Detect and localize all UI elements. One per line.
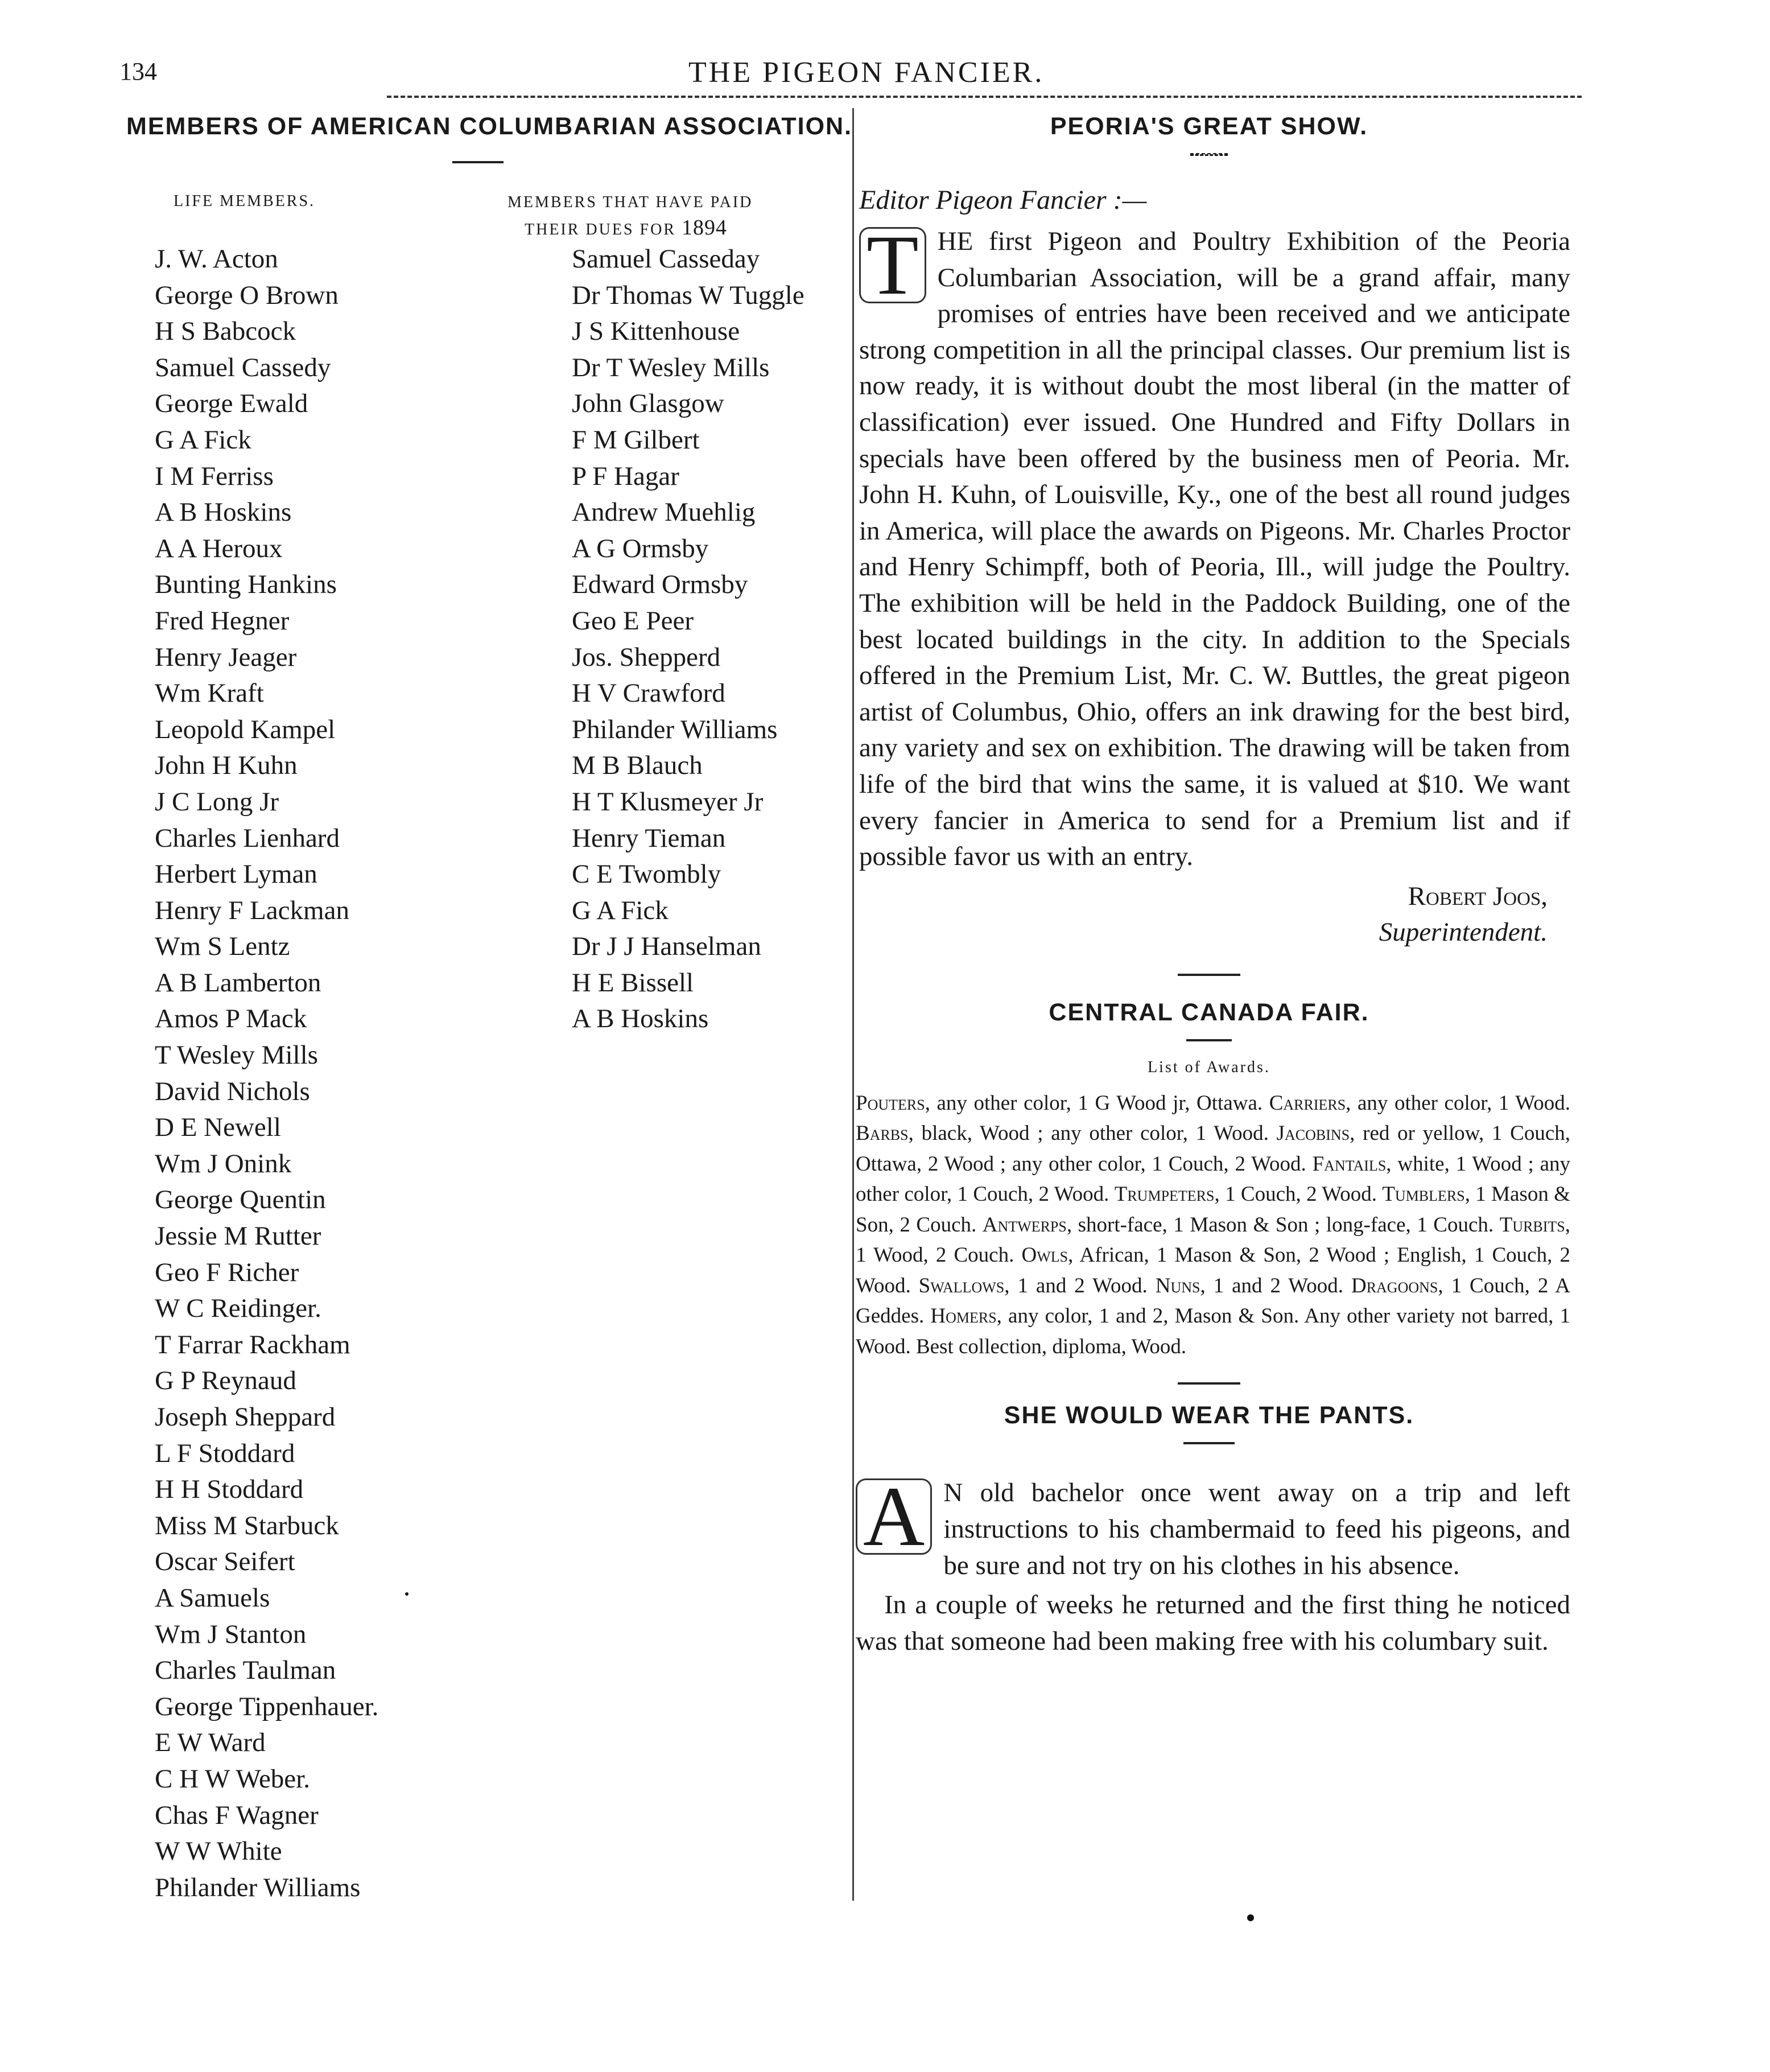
award-breed: Owls, (1021, 1243, 1074, 1267)
members-heading: MEMBERS OF AMERICAN COLUMBARIAN ASSOCIATION. (126, 113, 853, 140)
award-text: white, 1 Wood ; any other color, 1 Couch, 2 Wood. (856, 1152, 1571, 1206)
life-member-name: I M Ferriss (155, 461, 274, 491)
awards-list (836, 1088, 1582, 1362)
life-member-name: Wm S Lentz (155, 932, 290, 962)
paid-member-name: Dr Thomas W Tuggle (572, 280, 804, 310)
life-member-name: Bunting Hankins (155, 570, 337, 600)
peoria-body (859, 218, 1570, 875)
paid-member-name: Henry Tieman (572, 823, 726, 853)
life-member-name: Wm Kraft (155, 678, 264, 708)
paid-member-name: H E Bissell (572, 967, 694, 998)
paid-member-name: Philander Williams (572, 714, 778, 744)
paid-member-name: J S Kittenhouse (572, 316, 740, 347)
award-text: 1 Wood, 2 Couch. (856, 1243, 1022, 1267)
paid-heading-year: 1894 (682, 216, 728, 240)
peoria-signature: Robert Joos, (1408, 881, 1548, 911)
life-member-name: A A Heroux (155, 533, 283, 563)
pants-para-2: In a couple of weeks he returned and the first thing he noticed was that someone had been making free with his columbary suit. (856, 1590, 1570, 1656)
life-member-name: David Nichols (155, 1076, 310, 1106)
section-divider-1 (1178, 974, 1240, 976)
paid-heading-line1: MEMBERS THAT HAVE PAID (508, 193, 753, 211)
life-member-name: George O Brown (155, 280, 339, 310)
end-dot (1247, 1914, 1254, 1921)
peoria-title: PEORIA'S GREAT SHOW. (1050, 113, 1368, 140)
members-heading-rule (452, 161, 504, 163)
life-member-name: T Farrar Rackham (155, 1329, 350, 1360)
life-member-name: T Wesley Mills (155, 1040, 318, 1070)
paid-member-name: Samuel Casseday (572, 244, 760, 274)
award-text: 1 and 2 Wood. (1205, 1274, 1351, 1297)
paid-member-name: Dr T Wesley Mills (572, 352, 770, 382)
paid-members-list (572, 241, 804, 1037)
canada-title: CENTRAL CANADA FAIR. (1049, 998, 1369, 1026)
life-member-name: H H Stoddard (155, 1474, 304, 1505)
life-member-name: W C Reidinger. (155, 1294, 321, 1324)
peoria-salutation: Editor Pigeon Fancier :— (859, 185, 1147, 215)
section-divider-2 (1178, 1382, 1240, 1385)
paid-member-name: C E Twombly (572, 859, 721, 889)
peoria-body-text: HE first Pigeon and Poultry Exhibition of the Peoria Columbarian Association, will be a grand affair, many promises of entries have been received and we anticipate strong competition in all the principal classes. Our premium list is now ready, it is without doubt the most liberal (in the matter of classification) ever issued. One Hundred and Fifty Dollars in specials have been offered by the business men of Peoria. Mr. John H. Kuhn, of Louisville, Ky., one of the best all round judges in America, will place the awards on Pigeons. Mr. Charles Proctor and Henry Schimpff, both of Peoria, Ill., will judge the Poultry. The exhibition will be held in the Paddock Building, one of the best located buildings in the city. In addition to the Specials offered in the Premium List, Mr. C. W. Buttles, the great pigeon artist of Columbus, Ohio, offers an ink drawing for the best bird, any variety and sex on exhibition. The drawing will be taken from life of the bird that wins the same, it is valued at $10. We want every fancier in America to send for a Premium list and if possible favor us with an entry. (859, 226, 1570, 872)
paid-member-name: A G Ormsby (572, 533, 709, 563)
award-breed: Antwerps, (982, 1213, 1072, 1237)
life-member-name: Charles Lienhard (155, 823, 340, 853)
life-member-name: D E Newell (155, 1113, 281, 1143)
life-member-name: J. W. Acton (155, 244, 278, 274)
life-member-name: Henry F Lackman (155, 895, 349, 925)
peoria-dropcap: T (859, 227, 926, 303)
paid-member-name: Edward Ormsby (572, 570, 748, 600)
life-member-name: A Samuels (155, 1583, 270, 1613)
life-member-name: Wm J Stanton (155, 1619, 307, 1649)
life-member-name: H S Babcock (155, 316, 296, 347)
life-member-name: Samuel Cassedy (155, 352, 331, 382)
page-number: 134 (119, 57, 157, 85)
award-breed: Turbits, (1499, 1213, 1570, 1237)
canada-title-rule (1186, 1039, 1232, 1041)
award-breed: Jacobins, (1276, 1122, 1355, 1146)
award-text: short-face, 1 Mason & Son ; long-face, 1 Couch. (1072, 1213, 1500, 1237)
canada-subtitle: List of Awards. (1148, 1058, 1270, 1076)
pants-para-1 (856, 1469, 1570, 1584)
pants-article (836, 1444, 1582, 1659)
paid-member-name: M B Blauch (572, 751, 703, 781)
life-member-name: Joseph Sheppard (155, 1402, 336, 1432)
award-text: any other color, 1 G Wood jr, Ottawa. (930, 1091, 1269, 1115)
paid-heading-line2: THEIR DUES FOR 1894 (525, 216, 728, 240)
paid-member-name: Dr J J Hanselman (572, 932, 761, 962)
award-text: any color, 1 and 2, Mason & Son. (1001, 1304, 1305, 1328)
life-member-name: Leopold Kampel (155, 714, 336, 744)
award-breed: Homers, (930, 1304, 1002, 1328)
award-text: 1 Couch, 2 A Geddes. (856, 1274, 1570, 1328)
life-member-name: Geo F Richer (155, 1257, 299, 1287)
award-text: red or yellow, 1 Couch, Ottawa, 2 Wood ; any other color, 1 Couch, 2 Wood. (856, 1122, 1570, 1176)
award-text: African, 1 Mason & Son, 2 Wood ; English, 1 Couch, 2 Wood. (856, 1243, 1570, 1297)
paid-member-name: Andrew Muehlig (572, 497, 756, 528)
award-breed: Swallows, (918, 1274, 1010, 1297)
life-member-name: Amos P Mack (155, 1004, 307, 1034)
right-column (836, 108, 1582, 1659)
award-breed: Barbs, (856, 1122, 914, 1146)
award-text: Any other variety not barred, 1 Wood. Best collection, diploma, Wood. (856, 1304, 1570, 1358)
life-member-name: John H Kuhn (155, 751, 298, 781)
pants-para-1-text: N old bachelor once went away on a trip and left instructions to his chambermaid to feed his pigeons, and be sure and not try on his clothes in his absence. (943, 1478, 1570, 1580)
award-text: 1 and 2 Wood. (1009, 1274, 1156, 1297)
peoria-article (836, 156, 1582, 951)
life-member-name: G P Reynaud (155, 1366, 296, 1396)
life-member-name: Oscar Seifert (155, 1547, 295, 1577)
paid-member-name: F M Gilbert (572, 425, 700, 455)
life-member-name: A B Hoskins (155, 497, 292, 528)
life-member-name: E W Ward (155, 1728, 266, 1758)
award-breed: Fantails, (1312, 1152, 1392, 1176)
paid-member-name: P F Hagar (572, 461, 679, 491)
life-member-name: George Tippenhauer. (155, 1691, 379, 1721)
life-members-heading: LIFE MEMBERS. (174, 192, 316, 210)
life-member-name: Charles Taulman (155, 1655, 336, 1686)
running-head: THE PIGEON FANCIER. (688, 56, 1045, 89)
peoria-signature-title: Superintendent. (1379, 917, 1548, 948)
award-text: 1 Couch, 2 Wood. (1219, 1183, 1383, 1206)
paid-member-name: Jos. Shepperd (572, 642, 721, 672)
life-member-name: L F Stoddard (155, 1438, 295, 1468)
life-member-name: Philander Williams (155, 1872, 361, 1902)
life-member-name: Jessie M Rutter (155, 1221, 321, 1251)
life-member-name: Chas F Wagner (155, 1800, 319, 1830)
life-member-name: Herbert Lyman (155, 859, 317, 889)
life-member-name: George Quentin (155, 1185, 326, 1215)
paid-member-name: H T Klusmeyer Jr (572, 786, 764, 817)
paid-member-name: H V Crawford (572, 678, 725, 708)
pants-title: SHE WOULD WEAR THE PANTS. (1004, 1402, 1414, 1430)
paid-member-name: G A Fick (572, 895, 669, 925)
paid-member-name: John Glasgow (572, 389, 724, 419)
paid-member-name: A B Hoskins (572, 1004, 709, 1034)
award-breed: Pouters, (856, 1091, 930, 1115)
stray-dot (405, 1592, 409, 1596)
life-member-name: A B Lamberton (155, 967, 321, 998)
award-breed: Nuns, (1155, 1274, 1206, 1297)
award-breed: Trumpeters, (1114, 1183, 1220, 1206)
header-rule (387, 96, 1582, 98)
life-member-name: Miss M Starbuck (155, 1510, 339, 1540)
pants-dropcap: A (856, 1478, 932, 1555)
award-breed: Carriers, (1269, 1091, 1351, 1115)
award-text: black, Wood ; any other color, 1 Wood. (913, 1122, 1277, 1146)
life-member-name: Fred Hegner (155, 605, 290, 636)
life-members-list (155, 241, 378, 1906)
paid-member-name: Geo E Peer (572, 605, 694, 636)
award-breed: Dragoons, (1351, 1274, 1443, 1297)
life-member-name: J C Long Jr (155, 786, 279, 817)
life-member-name: George Ewald (155, 389, 308, 419)
award-text: any other color, 1 Wood. (1351, 1091, 1571, 1115)
life-member-name: Wm J Onink (155, 1148, 292, 1179)
award-text: 1 Mason & Son, 2 Couch. (856, 1183, 1570, 1237)
life-member-name: Henry Jeager (155, 642, 297, 672)
life-member-name: C H W Weber. (155, 1764, 310, 1794)
award-breed: Tumblers, (1382, 1183, 1470, 1206)
life-member-name: G A Fick (155, 425, 251, 455)
paid-members-heading (508, 190, 753, 242)
life-member-name: W W White (155, 1836, 282, 1867)
